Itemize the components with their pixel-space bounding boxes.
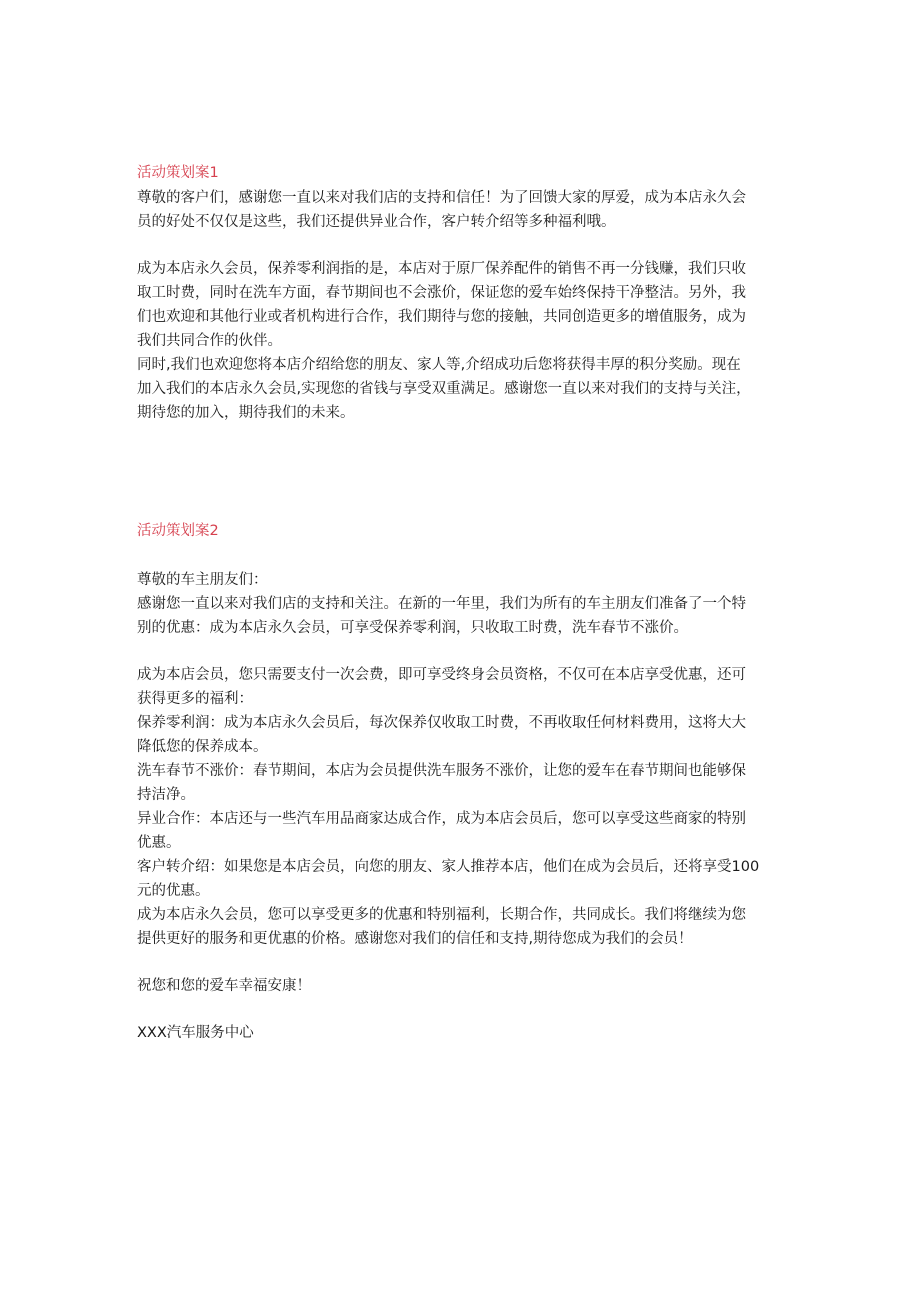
text-line: 别的优惠：成为本店永久会员，可享受保养零利润，只收取工时费，洗车春节不涨价。 [137, 620, 688, 636]
text-line: 取工时费，同时在洗车方面，春节期间也不会涨价，保证您的爱车始终保持干净整洁。另外，我 [137, 285, 746, 301]
plan-section-1 [137, 160, 792, 425]
text-line: 我们共同合作的伙伴。 [137, 333, 282, 349]
text-line: 感谢您一直以来对我们店的支持和关注。在新的一年里，我们为所有的车主朋友们准备了一个特 [137, 596, 746, 612]
section-title: 活动策划案2 [137, 523, 219, 539]
signature: XXX汽车服务中心 [137, 1025, 254, 1041]
text-line: 获得更多的福利： [137, 691, 253, 707]
plan-section-2 [137, 518, 792, 1045]
text-line: 同时,我们也欢迎您将本店介绍给您的朋友、家人等,介绍成功后您将获得丰厚的积分奖励。现在 [137, 357, 741, 373]
text-line: 提供更好的服务和更优惠的价格。感谢您对我们的信任和支持,期待您成为我们的会员！ [137, 931, 693, 947]
text-line: 成为本店会员，您只需要支付一次会费，即可享受终身会员资格，不仅可在本店享受优惠，还可 [137, 667, 746, 683]
section-title: 活动策划案1 [137, 165, 219, 181]
text-line: 客户转介绍：如果您是本店会员，向您的朋友、家人推荐本店，他们在成为会员后，还将享受100 [137, 859, 760, 875]
text-line: 期待您的加入，期待我们的未来。 [137, 405, 355, 421]
text-line: 加入我们的本店永久会员,实现您的省钱与享受双重满足。感谢您一直以来对我们的支持与关注， [137, 381, 751, 397]
text-line: 优惠。 [137, 835, 181, 851]
text-line: 异业合作：本店还与一些汽车用品商家达成合作，成为本店会员后，您可以享受这些商家的特别 [137, 811, 746, 827]
text-line: 持洁净。 [137, 787, 195, 803]
text-line: 尊敬的客户们，感谢您一直以来对我们店的支持和信任！为了回馈大家的厚爱，成为本店永久会 [137, 190, 746, 206]
text-line: 元的优惠。 [137, 883, 210, 899]
text-line: 洗车春节不涨价：春节期间，本店为会员提供洗车服务不涨价，让您的爱车在春节期间也能够保 [137, 763, 746, 779]
text-line: 成为本店永久会员，您可以享受更多的优惠和特别福利，长期合作，共同成长。我们将继续为您 [137, 907, 746, 923]
closing-line: 祝您和您的爱车幸福安康！ [137, 978, 311, 994]
text-line: 成为本店永久会员，保养零利润指的是，本店对于原厂保养配件的销售不再一分钱赚，我们只收 [137, 261, 746, 277]
greeting: 尊敬的车主朋友们： [137, 572, 268, 588]
text-line: 们也欢迎和其他行业或者机构进行合作，我们期待与您的接触，共同创造更多的增值服务，成为 [137, 309, 746, 325]
text-line: 保养零利润：成为本店永久会员后，每次保养仅收取工时费，不再收取任何材料费用，这将大大 [137, 715, 746, 731]
text-line: 降低您的保养成本。 [137, 739, 268, 755]
text-line: 员的好处不仅仅是这些，我们还提供异业合作，客户转介绍等多种福利哦。 [137, 214, 616, 230]
